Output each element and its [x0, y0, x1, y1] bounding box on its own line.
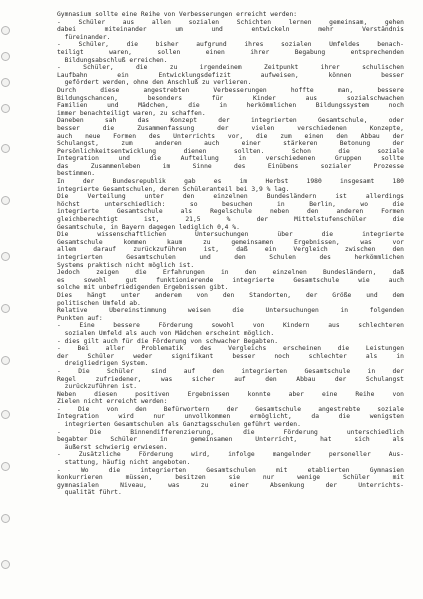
- text-line: höchst unterschiedlich: so besuchen in Berlin, wo die: [57, 200, 404, 208]
- text-line: Dies hängt unter anderem von den Standorten, der Größe und dem: [57, 291, 404, 299]
- text-line: - Schüler, die bisher aufgrund ihres sozialen Umfeldes benach-: [57, 41, 404, 49]
- text-line: allem darauf zurückzuführen ist, daß ein Vergleich zwischen den: [57, 246, 404, 254]
- punch-hole: [1, 410, 10, 419]
- text-line: gymnasialen Niveau, was zu einer Absenkung der Unterrichts-: [57, 481, 404, 489]
- text-line: Bildungschancen, besonders für Kinder aus sozialschwachen: [57, 94, 404, 102]
- text-line: Laufbahn ein Entwicklungsdefizit aufweisen, können besser: [57, 71, 404, 79]
- text-line: Regel zufriedener, was sicher auf den Abbau der Schulangst: [57, 375, 404, 383]
- punch-hole: [1, 52, 10, 61]
- text-line: begabter Schüler in gemeinsamen Unterricht, hat sich als: [57, 436, 404, 444]
- text-line: dreigliedrigen System.: [57, 360, 149, 368]
- text-line: politischen Umfeld ab.: [57, 299, 141, 307]
- document-body: [57, 11, 404, 497]
- text-line: Familien und Mädchen, die in herkömmlichen Bildungssystem noch: [57, 102, 404, 110]
- text-line: Gesamtschule kommen kaum zu gemeinsamen Ergebnissen, was vor: [57, 238, 404, 246]
- text-line: teiligt waren, sollen einen ihrer Begabung entsprechenden: [57, 48, 404, 56]
- text-line: Punkten auf:: [57, 314, 103, 322]
- text-line: Jedoch zeigen die Erfahrungen in den einzelnen Bundesländern, daß: [57, 269, 404, 277]
- text-line: dabei miteinander um und entwickeln mehr Verständnis: [57, 26, 404, 34]
- text-line: Zielen nicht erreicht werden:: [57, 398, 168, 406]
- text-line: Integration und die Aufteilung in verschiedenen Gruppen sollte: [57, 155, 404, 163]
- punch-hole: [1, 144, 10, 153]
- text-line: integrierte Gesamtschulen, deren Schüleranteil bei 3,9 % lag.: [57, 185, 290, 193]
- text-line: füreinander.: [57, 33, 111, 41]
- punch-hole: [1, 104, 10, 113]
- text-line: - Schüler, die zu irgendeinem Zeitpunkt ihrer schulischen: [57, 64, 404, 72]
- text-line: integrierte Gesamtschule als Regelschule neben den anderen Formen: [57, 208, 404, 216]
- text-line: - Die Binnendifferenzierung, die Förderung unterschiedlich: [57, 428, 404, 436]
- text-line: - Schüler aus allen sozialen Schichten lernen gemeinsam, gehen: [57, 18, 404, 26]
- punch-hole: [1, 560, 10, 569]
- text-line: der Schüler weder signifikant besser noch schlechter als in: [57, 352, 404, 360]
- punch-hole: [1, 78, 10, 87]
- text-line: In der Bundesrepublik gab es im Herbst 1980 insgesamt 180: [57, 178, 404, 186]
- punch-hole: [1, 514, 10, 523]
- text-line: auch neue Formen des Unterrichts vor, die zum einen den Abbau der: [57, 132, 404, 140]
- text-line: Bildungsabschluß erreichen.: [57, 56, 168, 64]
- text-line: Daneben sah das Konzept der integrierten Gesamtschule, oder: [57, 117, 404, 125]
- punch-holes: [1, 0, 11, 599]
- text-line: - Bei aller Problematik des Vergleichs erscheinen die Leistungen: [57, 345, 404, 353]
- punch-hole: [1, 356, 10, 365]
- text-line: zurückzuführen ist.: [57, 383, 138, 391]
- text-line: das Zusammenleben im Sinne des Einübens sozialer Prozesse: [57, 162, 404, 170]
- punch-hole: [1, 252, 10, 261]
- text-line: Integration wird nur unvollkommen ermöglicht, da die wenigsten: [57, 413, 404, 421]
- text-line: stattung, häufig nicht angeboten.: [57, 459, 191, 467]
- text-line: Die Verteilung unter den einzelnen Bundesländern ist allerdings: [57, 193, 404, 201]
- text-line: Neben diesen positiven Ergebnissen konnte aber eine Reihe von: [57, 390, 404, 398]
- text-line: Persönlichkeitsentwicklung dienen sollten. Schon die soziale: [57, 147, 404, 155]
- text-line: solche mit unbefriedigenden Ergebnissen gibt.: [57, 284, 229, 292]
- text-line: Die wissenschaftlichen Untersuchungen über die integrierte: [57, 231, 404, 239]
- text-line: Gesamtschule, in Bayern dagegen lediglich 0,4 %.: [57, 223, 240, 231]
- text-line: besser die Zusammenfassung der vielen verschiedenen Konzepte,: [57, 124, 404, 132]
- text-line: - dies gilt auch für die Förderung von schwacher Begabten.: [57, 337, 279, 345]
- text-line: Schulangst, zum anderen auch einer stärkeren Betonung der: [57, 140, 404, 148]
- text-line: Relative Übereinstimmung weisen die Untersuchungen in folgenden: [57, 307, 404, 315]
- text-line: qualität führt.: [57, 489, 122, 497]
- text-line: Durch diese angestrebten Verbesserungen hoffte man, bessere: [57, 86, 404, 94]
- text-line: konkurrieren müssen, besitzen sie nur wenige Schüler mit: [57, 474, 404, 482]
- text-line: gleichberechtigt ist, 21,5 % der Mittelstufenschüler die: [57, 216, 404, 224]
- text-line: - Eine bessere Förderung sowohl von Kindern aus schlechteren: [57, 322, 404, 330]
- text-line: es sowohl gut funktionierende integrierte Gesamtschule wie auch: [57, 276, 404, 284]
- text-line: gefördert werden, ohne den Anschluß zu verlieren.: [57, 79, 252, 87]
- text-line: sozialen Umfeld als auch von Mädchen erscheint möglich.: [57, 329, 275, 337]
- punch-hole: [1, 304, 10, 313]
- punch-hole: [1, 196, 10, 205]
- text-line: äußerst schwierig erwiesen.: [57, 443, 168, 451]
- text-line: integrierten Gesamtschulen als Ganztagsschulen geführt werden.: [57, 421, 301, 429]
- text-line: immer benachteiligt waren, zu schaffen.: [57, 109, 206, 117]
- text-line: Gymnasium sollte eine Reihe von Verbesserungen erreicht werden:: [57, 11, 298, 18]
- text-line: - Wo die integrierten Gesamtschulen mit etablierten Gymnasien: [57, 466, 404, 474]
- punch-hole: [1, 462, 10, 471]
- text-line: bestimmen.: [57, 170, 96, 178]
- text-line: Systems praktisch nicht möglich ist.: [57, 261, 195, 269]
- text-line: - Zusätzliche Förderung wird, infolge mangelnder personeller Aus-: [57, 451, 404, 459]
- text-line: - Die Schüler sind auf den integrierten Gesamtschule in der: [57, 367, 404, 375]
- text-line: integrierten Gesamtschulen und den Schulen des herkömmlichen: [57, 254, 404, 261]
- text-line: - Die von den Befürwortern der Gesamtschule angestrebte soziale: [57, 405, 404, 413]
- punch-hole: [1, 26, 10, 35]
